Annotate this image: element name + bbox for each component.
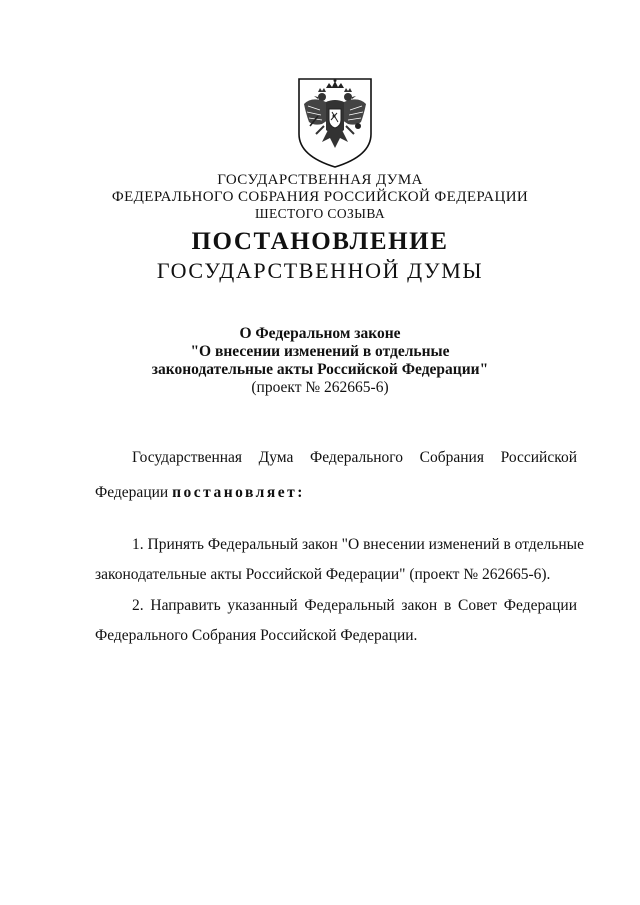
preamble-line2-text: Федерации <box>95 484 173 501</box>
document-type-title: ПОСТАНОВЛЕНИЕ <box>191 228 449 255</box>
item1-line2: законодательные акты Российской Федерации" (проект № 262665-6). <box>95 566 551 583</box>
org-name-line2: ФЕДЕРАЛЬНОГО СОБРАНИЯ РОССИЙСКОЙ ФЕДЕРАЦИИ <box>111 189 529 205</box>
org-name-line1: ГОСУДАРСТВЕННАЯ ДУМА <box>217 172 423 188</box>
document-issuer-title: ГОСУДАРСТВЕННОЙ ДУМЫ <box>156 258 484 283</box>
preamble-line1: Государственная Дума Федерального Собрания Российской <box>132 449 577 466</box>
coat-of-arms-icon <box>296 76 374 170</box>
project-number: (проект № 262665-6) <box>251 379 389 396</box>
preamble-line2 <box>95 484 305 502</box>
subject-line1: О Федеральном законе <box>239 325 401 342</box>
subject-line2: "О внесении изменений в отдельные <box>190 343 450 360</box>
item2-line2: Федерального Собрания Российской Федерации. <box>95 627 418 644</box>
item1-line1: 1. Принять Федеральный закон "О внесении изменений в отдельные <box>132 536 584 553</box>
item2-line1: 2. Направить указанный Федеральный закон в Совет Федерации <box>132 597 577 614</box>
subject-line3: законодательные акты Российской Федерации" <box>151 361 489 378</box>
convocation-line: ШЕСТОГО СОЗЫВА <box>254 206 386 221</box>
resolves-keyword: постановляет: <box>172 484 305 501</box>
